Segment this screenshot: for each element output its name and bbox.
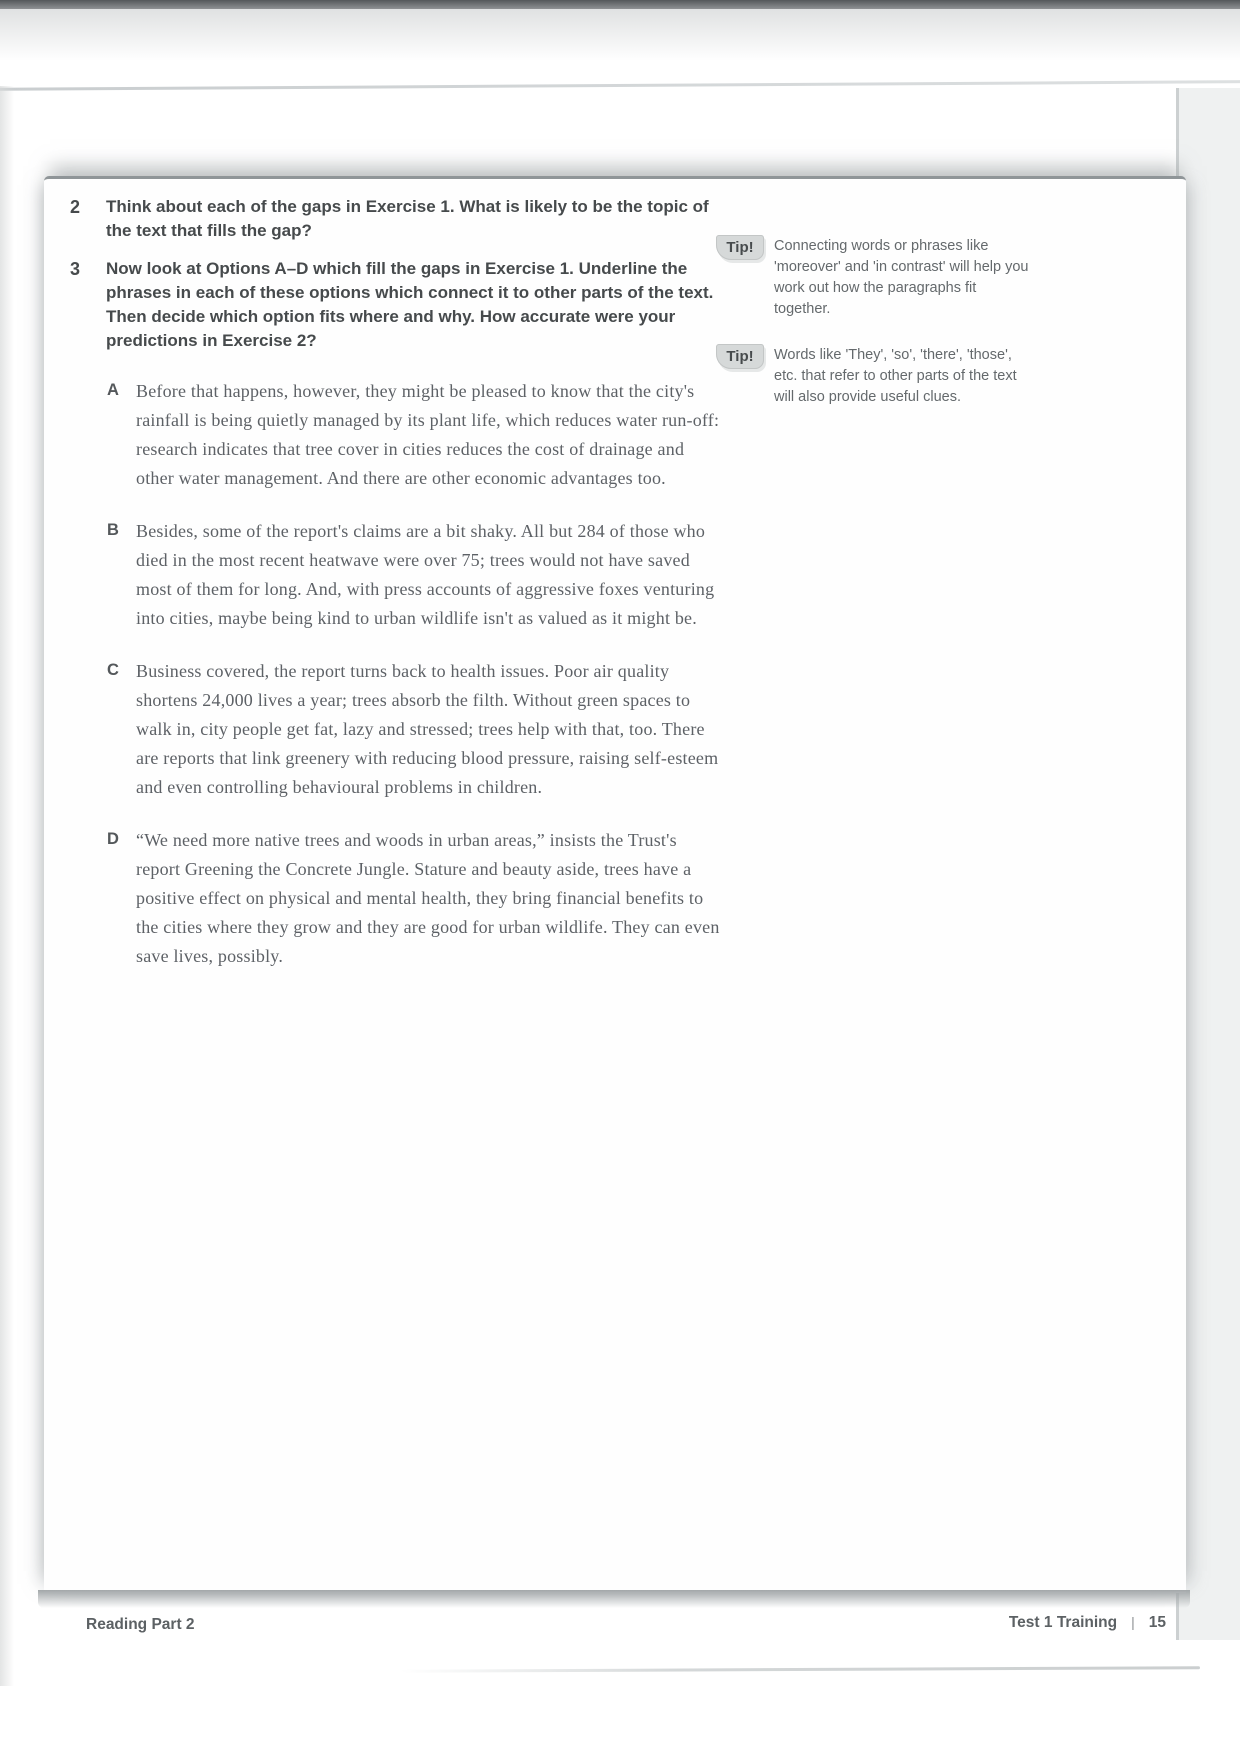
tip-badge: Tip! <box>716 344 764 369</box>
page-top-edge <box>0 80 1240 91</box>
exercise-3-instruction: Now look at Options A–D which fill the gaps in Exercise 1. Underline the phrases in each of these options which connect it to other parts of the text. Then decide which option fits where and why. How accurate were your predictions in Exercise 2? <box>106 259 714 350</box>
content-panel-inner <box>44 179 1186 1593</box>
scan-top-shadow <box>0 0 1240 9</box>
options-list <box>107 377 1186 971</box>
scan-top-fade <box>0 9 1240 61</box>
tip-box-2 <box>716 344 1066 408</box>
content-panel-bottom-shadow <box>38 1590 1190 1608</box>
option-a-letter: A <box>107 381 119 399</box>
option-c-letter: C <box>107 661 119 679</box>
footer-right-group <box>1009 1614 1166 1632</box>
exercise-2-number: 2 <box>70 197 81 217</box>
page-footer <box>0 1612 1240 1642</box>
option-d <box>107 826 1186 971</box>
option-c-text: Business covered, the report turns back to health issues. Poor air quality shortens 24,000 lives a year; trees absorb the filth. Without green spaces to walk in, city people get fat, lazy and stressed; trees help with that, too. There are reports that link greenery with reducing blood pressure, raising self-esteem and even controlling behavioural problems in children. <box>136 661 719 797</box>
content-panel <box>44 176 1186 1593</box>
page-curl-shadow <box>400 1666 1200 1672</box>
option-b-text: Besides, some of the report's claims are a bit shaky. All but 284 of those who died in the most recent heatwave were over 75; trees would not have saved most of them for long. And, with press accounts of aggressive foxes venturing into cities, maybe being kind to urban wildlife isn't as valued as it might be. <box>136 521 715 628</box>
footer-test-title: Test 1 Training <box>1008 1614 1118 1631</box>
footer-page-number: 15 <box>1148 1614 1166 1631</box>
page-left-edge <box>0 86 14 1686</box>
option-b <box>107 517 1186 633</box>
footer-section-title: Reading Part 2 <box>86 1616 195 1633</box>
option-d-letter: D <box>107 830 119 848</box>
exercise-2-instruction: Think about each of the gaps in Exercise 1. What is likely to be the topic of the text that fills the gap? <box>106 197 709 240</box>
option-d-text: “We need more native trees and woods in urban areas,” insists the Trust's report Greening the Concrete Jungle. Stature and beauty aside, trees have a positive effect on physical and mental health, they bring financial benefits to the cities where they grow and they are good for urban wildlife. They can even save lives, possibly. <box>136 830 720 966</box>
option-b-letter: B <box>107 521 119 539</box>
tip-1-text: Connecting words or phrases like 'moreover' and 'in contrast' will help you work out how the paragraphs fit together. <box>774 238 1029 317</box>
option-a-text: Before that happens, however, they might be pleased to know that the city's rainfall is being quietly managed by its plant life, which reduces water run-off: research indicates that tree cover in cities reduces the cost of drainage and other water management. And there are other economic advantages too. <box>136 381 720 488</box>
footer-separator: | <box>1131 1614 1135 1630</box>
tip-2-text: Words like 'They', 'so', 'there', 'those', etc. that refer to other parts of the text will also provide useful clues. <box>774 347 1017 405</box>
tip-box-1 <box>716 235 1066 320</box>
tips-column <box>716 235 1066 432</box>
tip-badge: Tip! <box>716 235 764 260</box>
exercise-3-number: 3 <box>70 259 81 279</box>
option-c <box>107 657 1186 802</box>
